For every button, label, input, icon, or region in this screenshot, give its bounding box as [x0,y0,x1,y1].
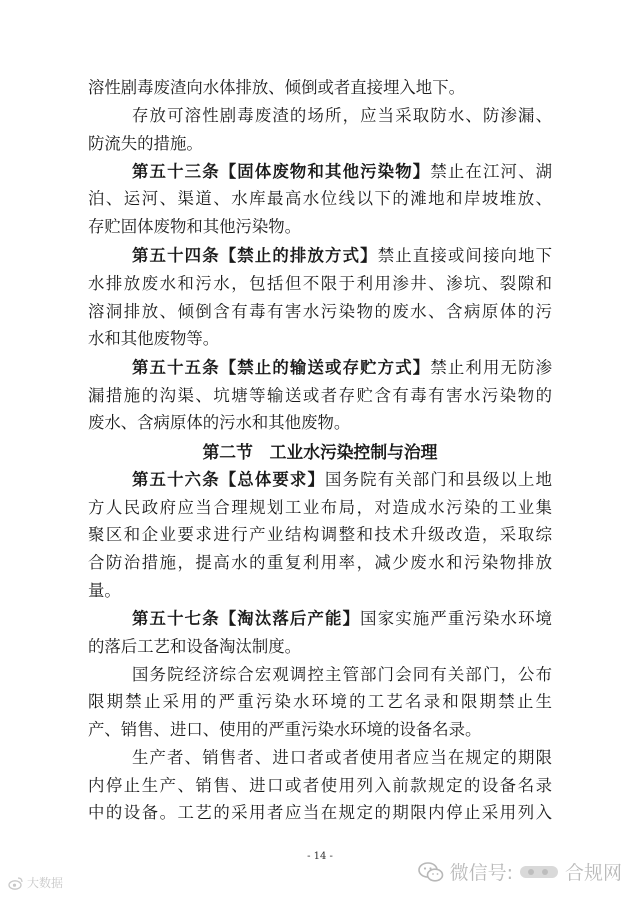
text-line: 合防治措施，提高水的重复利用率，减少废水和污染物排放 [88,553,552,572]
text-line: 生产者、销售者、进口者或者使用者应当在规定的期限 [132,748,552,767]
text-line: 产、销售、进口、使用的严重污染水环境的设备名录。 [88,720,482,739]
article-heading-line [132,357,552,379]
watermark-right-suffix: 合规网 [564,862,622,884]
article-text: 国家实施严重污染水环境 [360,609,553,628]
text-line: 水排放废水和污水，包括但不限于利用渗井、渗坑、裂隙和 [88,274,552,293]
article-heading: 第五十四条【禁止的排放方式】 [132,246,378,265]
text-line: 溶洞排放、倾倒含有毒有害水污染物的废水、含病原体的污 [88,302,552,321]
watermark-left [8,874,63,891]
article-heading-line [132,608,552,630]
article-heading: 第五十七条【淘汰落后产能】 [132,609,361,628]
text-line: 存放可溶性剧毒废渣的场所，应当采取防水、防渗漏、 [132,106,552,125]
article-text: 禁止直接或间接向地下 [377,246,553,265]
article-heading-line [132,245,552,267]
article-text: 禁止在江河、湖 [430,162,553,181]
article-heading: 第五十五条【禁止的输送或存贮方式】 [132,358,431,377]
text-line: 量。 [88,581,121,600]
text-line: 内停止生产、销售、进口或者使用列入前款规定的设备名录 [88,776,552,795]
text-line: 水和其他废物等。 [88,329,220,348]
article-heading: 第五十六条【总体要求】 [132,470,326,489]
text-line: 国务院经济综合宏观调控主管部门会同有关部门，公布 [132,665,552,684]
text-line: 溶性剧毒废渣向水体排放、倾倒或者直接埋入地下。 [88,78,465,97]
article-heading-line [132,161,552,183]
text-line: 中的设备。工艺的采用者应当在规定的期限内停止采用列入 [88,803,552,822]
article-heading: 第五十三条【固体废物和其他污染物】 [132,162,431,181]
weibo-logo-icon [8,876,24,890]
watermark-right-label: 微信号: [449,862,513,884]
text-line: 漏措施的沟渠、坑塘等输送或者存贮含有毒有害水污染物的 [88,386,552,405]
text-line: 聚区和企业要求进行产业结构调整和技术升级改造，采取综 [88,525,552,544]
article-heading-line [132,469,552,491]
text-line: 废水、含病原体的污水和其他废物。 [88,413,351,432]
text-line: 存贮固体废物和其他污染物。 [88,217,302,236]
text-line: 防流失的措施。 [88,134,203,153]
watermark-left-text: 大数据 [27,876,64,890]
article-text: 禁止利用无防渗 [430,358,553,377]
wechat-logo-icon [418,861,444,883]
watermark-mask-icon [519,863,559,881]
watermark-right [418,858,622,885]
text-line: 限期禁止采用的严重污染水环境的工艺名录和限期禁止生 [88,692,552,711]
text-line: 泊、运河、渠道、水库最高水位线以下的滩地和岸坡堆放、 [88,189,552,208]
article-text: 国务院有关部门和县级以上地 [325,470,552,489]
section-title: 第二节 工业水污染控制与治理 [202,442,438,462]
text-line: 方人民政府应当合理规划工业布局，对造成水污染的工业集 [88,498,552,517]
text-line: 的落后工艺和设备淘汰制度。 [88,637,302,656]
page-number: - 14 - [307,851,333,862]
